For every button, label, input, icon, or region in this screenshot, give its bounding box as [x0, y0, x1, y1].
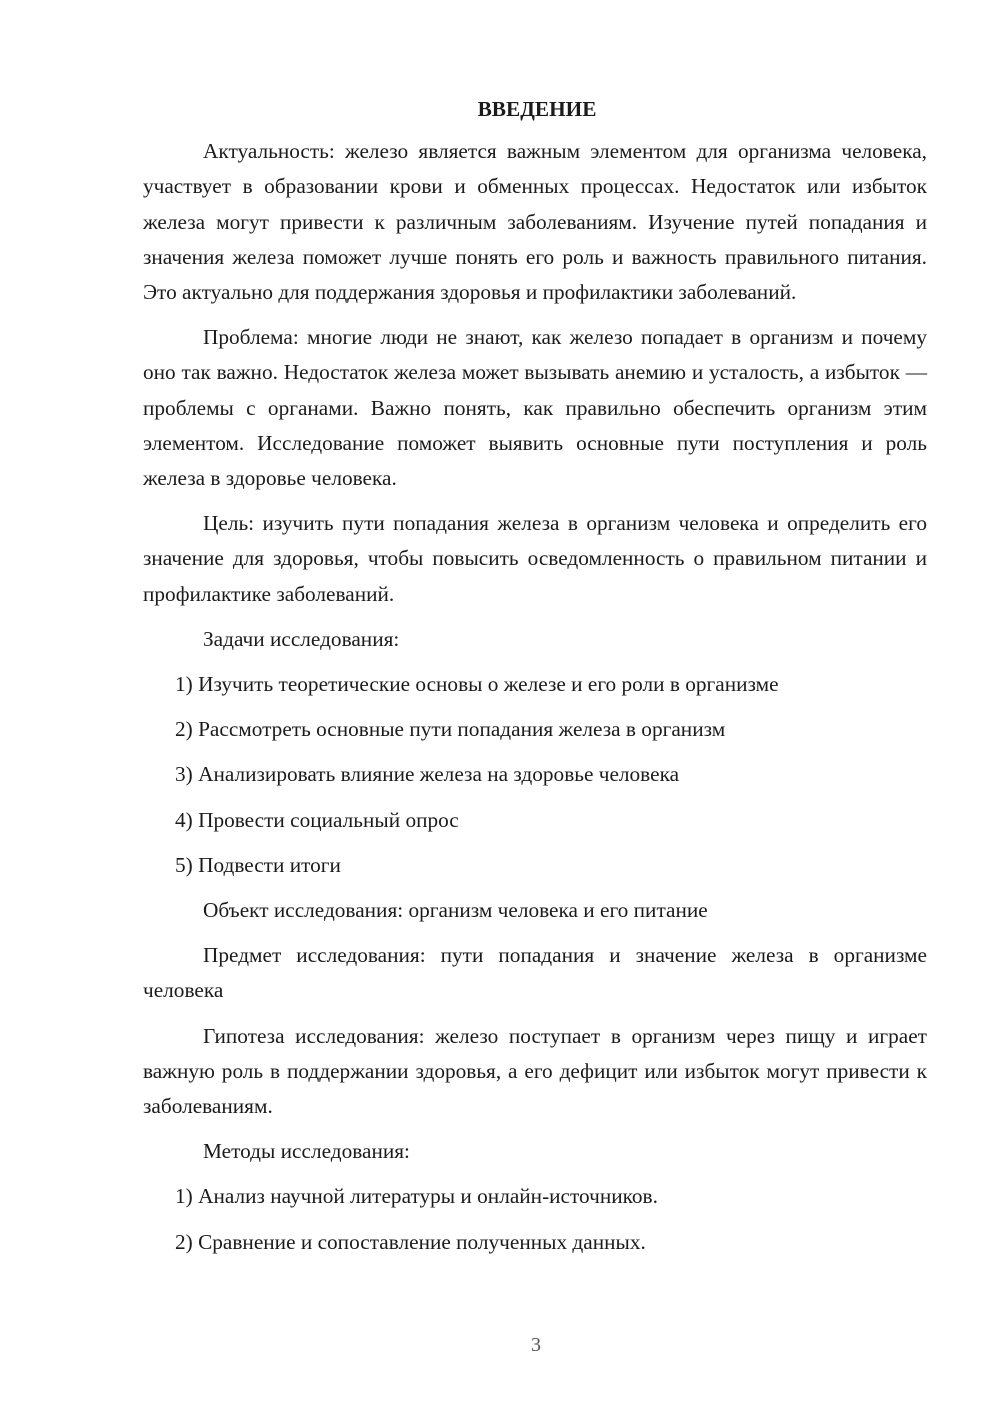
object-line: Объект исследования: организм человека и его питание	[203, 898, 708, 923]
goal-paragraph: Цель: изучить пути попадания железа в организм человека и определить его значение для здоровья, чтобы повысить осведомленность о правильном питании и профилактике заболеваний.	[143, 511, 927, 606]
methods-title: Методы исследования:	[203, 1139, 410, 1164]
task-item-5: 5) Подвести итоги	[175, 852, 341, 877]
task-item-1: 1) Изучить теоретические основы о железе и его роли в организме	[175, 672, 779, 697]
task-item-3: 3) Анализировать влияние железа на здоровье человека	[175, 762, 680, 787]
method-item-2: 2) Сравнение и сопоставление полученных данных.	[175, 1229, 646, 1254]
task-item-2: 2) Рассмотреть основные пути попадания железа в организм	[175, 717, 726, 742]
page-content	[143, 92, 927, 1270]
tasks-title: Задачи исследования:	[203, 626, 400, 651]
task-item-4: 4) Провести социальный опрос	[175, 807, 459, 832]
page-number: 3	[531, 1334, 541, 1356]
problem-paragraph: Проблема: многие люди не знают, как железо попадает в организм и почему оно так важно. Недостаток железа может вызывать анемию и усталость, а избыток — проблемы с органами. Важно понять, как правильно обеспечить организм этим элементом. Исследование поможет выявить основные пути поступления и роль железа в здоровье человека.	[143, 325, 927, 491]
subject-paragraph: Предмет исследования: пути попадания и значение железа в организме человека	[143, 943, 927, 1003]
hypothesis-paragraph: Гипотеза исследования: железо поступает в организм через пищу и играет важную роль в поддержании здоровья, а его дефицит или избыток могут привести к заболеваниям.	[143, 1023, 927, 1119]
section-heading: ВВЕДЕНИЕ	[477, 97, 597, 121]
relevance-paragraph: Актуальность: железо является важным элементом для организма человека, участвует в образовании крови и обменных процессах. Недостаток или избыток железа могут привести к различным заболеваниям. Изучение путей попадания и значения железа поможет лучше понять его роль и важность правильного питания. Это актуально для поддержания здоровья и профилактики заболеваний.	[143, 139, 927, 305]
method-item-1: 1) Анализ научной литературы и онлайн-источников.	[175, 1184, 658, 1209]
